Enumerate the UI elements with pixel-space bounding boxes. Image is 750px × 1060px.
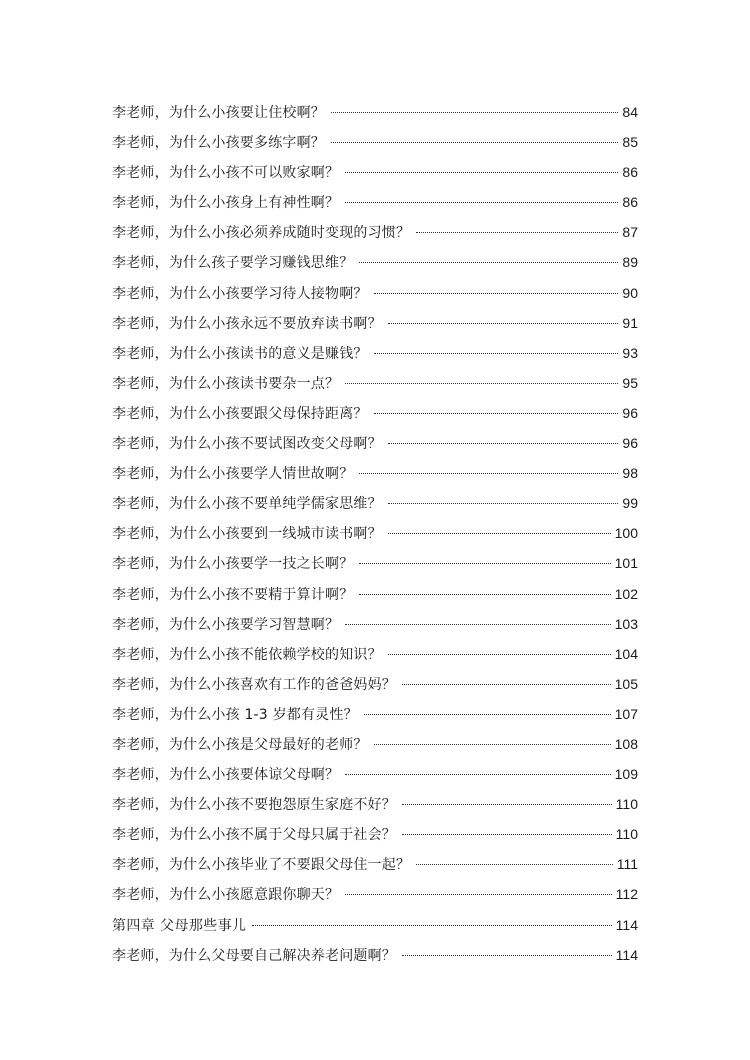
toc-entry-title: 李老师，为什么小孩读书要杂一点？ [112,375,340,392]
toc-entry[interactable] [112,669,638,699]
toc-page-number: 110 [615,826,638,843]
toc-entry-title: 李老师，为什么小孩永远不要放弃读书啊？ [112,315,382,332]
toc-entry-title: 李老师，为什么小孩要体谅父母啊？ [112,767,340,784]
toc-page-number: 105 [614,675,638,692]
toc-entry[interactable] [112,97,638,127]
toc-chapter-row[interactable] [112,910,638,940]
toc-page-number: 101 [614,555,638,572]
toc-page-number: 99 [622,495,638,512]
toc-page-number: 112 [615,886,638,903]
toc-entry[interactable] [112,789,638,819]
toc-entry-title: 李老师，为什么小孩不属于父母只属于社会？ [112,827,396,844]
toc-entry-title: 李老师，为什么小孩不要试图改变父母啊？ [112,436,382,453]
dot-leader [388,654,611,655]
toc-page-number: 96 [622,404,638,421]
toc-entry[interactable] [112,639,638,669]
toc-page-number: 104 [614,645,638,662]
toc-page-number: 100 [614,525,638,542]
toc-entry-title: 李老师，为什么小孩不要精于算计啊？ [112,586,354,603]
dot-leader [374,353,619,354]
toc-page-number: 111 [616,856,638,873]
toc-entry[interactable] [112,157,638,187]
toc-chapter-title: 第四章 父母那些事儿 [112,917,247,934]
toc-entry-title: 李老师，为什么孩子要学习赚钱思维？ [112,255,354,272]
toc-entry-title: 李老师，为什么小孩要学习待人接物啊？ [112,285,368,302]
toc-entry[interactable] [112,217,638,247]
dot-leader [388,503,619,504]
dot-leader [388,533,611,534]
toc-page-number: 98 [622,465,638,482]
table-of-contents [112,97,638,970]
dot-leader [402,804,612,805]
toc-entry-title: 李老师，为什么小孩不可以败家啊？ [112,165,340,182]
toc-entry-title: 李老师，为什么小孩身上有神性啊？ [112,195,340,212]
toc-entry[interactable] [112,849,638,879]
dot-leader [388,443,619,444]
toc-page-number: 86 [622,194,638,211]
toc-page-number: 86 [622,164,638,181]
dot-leader [402,834,612,835]
toc-entry-title: 李老师，为什么小孩要多练字啊？ [112,135,325,152]
dot-leader [345,383,618,384]
toc-entry[interactable] [112,819,638,849]
dot-leader [359,262,618,263]
dot-leader [331,112,618,113]
dot-leader [359,563,610,564]
toc-page-number: 107 [614,705,638,722]
toc-entry[interactable] [112,458,638,488]
toc-entry-title: 李老师，为什么小孩不要抱怨原生家庭不好？ [112,797,396,814]
toc-page-number: 96 [622,435,638,452]
toc-entry-title: 李老师，为什么小孩是父母最好的老师？ [112,736,368,753]
toc-entry[interactable] [112,338,638,368]
toc-entry-title: 李老师，为什么小孩要跟父母保持距离？ [112,405,368,422]
toc-entry[interactable] [112,247,638,277]
dot-leader [364,714,611,715]
dot-leader [345,774,610,775]
toc-entry-title: 李老师，为什么小孩愿意跟你聊天？ [112,887,340,904]
dot-leader [374,413,619,414]
dot-leader [345,894,611,895]
toc-entry-title: 李老师，为什么小孩喜欢有工作的爸爸妈妈？ [112,676,396,693]
dot-leader [374,293,619,294]
toc-entry-title: 李老师，为什么小孩要学一技之长啊？ [112,556,354,573]
toc-page-number: 110 [615,796,638,813]
toc-entry[interactable] [112,729,638,759]
toc-entry-title: 李老师，为什么小孩毕业了不要跟父母住一起？ [112,857,411,874]
dot-leader [402,684,611,685]
dot-leader [345,172,618,173]
toc-page-number: 114 [615,946,638,963]
toc-entry[interactable] [112,759,638,789]
toc-page-number: 91 [622,314,638,331]
dot-leader [388,323,619,324]
toc-page-number: 114 [615,916,638,933]
toc-page-number: 95 [622,374,638,391]
dot-leader [359,594,610,595]
dot-leader [345,624,610,625]
toc-page-number: 93 [622,344,638,361]
toc-entry[interactable] [112,127,638,157]
dot-leader [331,142,618,143]
toc-entry[interactable] [112,548,638,578]
toc-entry[interactable] [112,518,638,548]
toc-entry[interactable] [112,278,638,308]
toc-entry[interactable] [112,308,638,338]
toc-entry[interactable] [112,699,638,729]
toc-entry-title: 李老师，为什么小孩 1-3 岁都有灵性？ [112,706,358,723]
toc-page-number: 87 [622,224,638,241]
toc-entry[interactable] [112,428,638,458]
dot-leader [359,473,618,474]
dot-leader [416,864,613,865]
toc-entry-title: 李老师，为什么小孩要学习智慧啊？ [112,616,340,633]
toc-entry-title: 李老师，为什么小孩不要单纯学儒家思维？ [112,496,382,513]
toc-page-number: 90 [622,284,638,301]
toc-entry-title: 李老师，为什么小孩不能依赖学校的知识？ [112,646,382,663]
toc-entry-title: 李老师，为什么小孩要学人情世故啊？ [112,466,354,483]
toc-entry[interactable] [112,879,638,909]
dot-leader [374,744,611,745]
dot-leader [252,925,611,926]
toc-page-number: 102 [614,585,638,602]
toc-page-number: 103 [614,615,638,632]
toc-page-number: 89 [622,254,638,271]
toc-entry[interactable] [112,609,638,639]
toc-page-number: 84 [622,104,638,120]
dot-leader [345,202,618,203]
toc-entry-title: 李老师，为什么小孩要让住校啊？ [112,105,325,121]
toc-page-number: 108 [614,735,638,752]
toc-entry[interactable] [112,488,638,518]
toc-entry[interactable] [112,398,638,428]
dot-leader [402,955,612,956]
toc-entry-title: 李老师，为什么小孩读书的意义是赚钱？ [112,345,368,362]
toc-entry[interactable] [112,579,638,609]
toc-entry[interactable] [112,940,638,970]
toc-entry-title: 李老师，为什么父母要自己解决养老问题啊？ [112,947,396,964]
toc-page-number: 109 [614,766,638,783]
toc-entry[interactable] [112,187,638,217]
toc-page-number: 85 [622,134,638,151]
dot-leader [416,232,618,233]
toc-entry[interactable] [112,368,638,398]
toc-entry-title: 李老师，为什么小孩要到一线城市读书啊？ [112,526,382,543]
toc-entry-title: 李老师，为什么小孩必须养成随时变现的习惯？ [112,225,411,242]
